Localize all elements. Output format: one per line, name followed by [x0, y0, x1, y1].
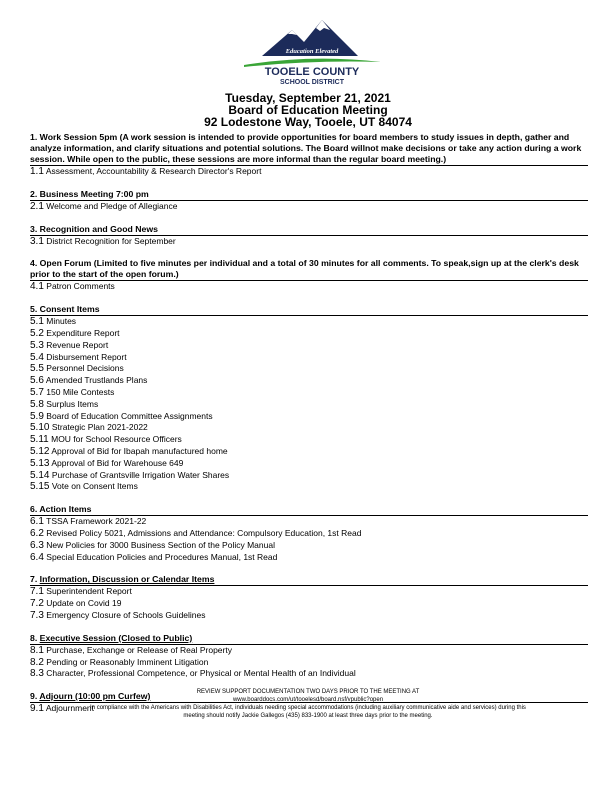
agenda-item-number: 6.2 — [30, 527, 44, 539]
section-number: 2. — [30, 188, 38, 199]
agenda-item — [30, 328, 588, 340]
agenda-section — [30, 258, 588, 293]
section-number: 5. — [30, 304, 38, 315]
agenda-item — [30, 645, 588, 657]
agenda-item — [30, 201, 588, 213]
footer-review-note: REVIEW SUPPORT DOCUMENTATION TWO DAYS PRIOR TO THE MEETING AT — [196, 689, 420, 695]
agenda-item-number: 5.14 — [30, 469, 50, 481]
agenda-item — [30, 363, 588, 375]
agenda-item-text: 150 Mile Contests — [46, 386, 115, 397]
agenda-item-number: 1.1 — [30, 166, 44, 177]
agenda-item-number: 5.11 — [30, 434, 49, 446]
agenda-item-text: Emergency Closure of Schools Guidelines — [46, 609, 206, 620]
section-number: 7. — [30, 574, 38, 585]
section-title: Open Forum (Limited to five minutes per individual and a total of 30 minutes for all comments. To speak,sign up at the clerk's desk prior to the start of the open forum.) — [30, 258, 579, 280]
agenda-item-text: Revised Policy 5021, Admissions and Attendance: Compulsory Education, 1st Read — [46, 527, 362, 538]
logo-tagline: Education Elevated — [285, 48, 339, 55]
agenda-item-text: New Policies for 3000 Business Section of the Policy Manual — [46, 539, 275, 550]
agenda-item-text: Amended Trustlands Plans — [45, 375, 148, 386]
agenda-item-text: MOU for School Resource Officers — [51, 434, 182, 445]
section-heading — [30, 258, 588, 281]
agenda-item — [30, 446, 588, 458]
agenda-item-text: Approval of Bid for Ibapah manufactured home — [51, 445, 228, 456]
agenda-item-number: 5.3 — [30, 339, 44, 351]
footer-ada-notice: In compliance with the Americans with Disabilities Act, individuals needing special accommodations (including auxiliary communicative aide and services) during this — [90, 705, 526, 711]
agenda-item-text: Strategic Plan 2021-2022 — [51, 422, 148, 433]
agenda-sections — [30, 132, 588, 726]
agenda-item-text: Expenditure Report — [46, 327, 120, 338]
agenda-item — [30, 586, 588, 598]
agenda-item — [30, 540, 588, 552]
agenda-item-text: Pending or Reasonably Imminent Litigation — [46, 656, 209, 667]
agenda-item-number: 8.2 — [30, 656, 44, 668]
agenda-item-number: 3.1 — [30, 235, 44, 247]
section-heading — [30, 132, 588, 166]
agenda-item — [30, 281, 588, 293]
section-number: 8. — [30, 632, 38, 643]
agenda-item — [30, 528, 588, 540]
section-title: Action Items — [39, 504, 92, 515]
agenda-item-text: Revenue Report — [46, 339, 109, 350]
agenda-item-number: 5.2 — [30, 327, 44, 339]
agenda-item-text: Personnel Decisions — [46, 363, 124, 374]
agenda-item-number: 7.1 — [30, 586, 44, 598]
meeting-date: Tuesday, September 21, 2021 — [225, 91, 391, 105]
agenda-item-text: Minutes — [46, 316, 77, 327]
section-number: 3. — [30, 223, 38, 234]
agenda-item-text: District Recognition for September — [46, 235, 176, 246]
agenda-item-text: Character, Professional Competence, or Physical or Mental Health of an Individual — [46, 668, 356, 679]
agenda-item — [30, 657, 588, 669]
agenda-item-number: 7.2 — [30, 598, 44, 610]
agenda-item-number: 5.12 — [30, 445, 50, 457]
agenda-item — [30, 387, 588, 399]
agenda-item — [30, 516, 588, 528]
agenda-item-text: Disbursement Report — [46, 351, 127, 362]
section-heading — [30, 224, 588, 236]
agenda-item-number: 5.15 — [30, 481, 50, 493]
agenda-item — [30, 434, 588, 446]
section-heading — [30, 504, 588, 516]
agenda-section — [30, 304, 588, 493]
section-title: Information, Discussion or Calendar Items — [39, 574, 215, 585]
agenda-item — [30, 552, 588, 564]
agenda-item-text: Welcome and Pledge of Allegiance — [46, 200, 178, 211]
section-title: Business Meeting 7:00 pm — [39, 188, 149, 199]
footer-url: www.boarddocs.com/ut/tooelesd/board.nsf/vpublic?open — [232, 697, 384, 703]
section-number: 1. — [30, 132, 38, 142]
agenda-item-text: Purchase of Grantsville Irrigation Water Shares — [51, 469, 230, 480]
agenda-item-text: Board of Education Committee Assignments — [46, 410, 213, 421]
logo-name-line2: SCHOOL DISTRICT — [279, 79, 345, 86]
agenda-item — [30, 316, 588, 328]
agenda-item — [30, 598, 588, 610]
agenda-item-text: Adjournment — [45, 703, 95, 714]
agenda-item-number: 5.4 — [30, 351, 44, 363]
agenda-item-number: 5.1 — [30, 316, 44, 328]
agenda-item-number: 5.10 — [30, 422, 50, 434]
footer-ada-contact: meeting should notify Jackie Gallegos (435) 833-1900 at least three days prior to the meeting. — [183, 713, 433, 719]
agenda-item-text: Purchase, Exchange or Release of Real Property — [46, 644, 232, 655]
agenda-item-number: 8.1 — [30, 644, 44, 656]
agenda-item-text: Assessment, Accountability & Research Director's Report — [45, 166, 262, 176]
logo-name-line1: TOOELE COUNTY — [264, 66, 360, 78]
agenda-item-number: 4.1 — [30, 281, 44, 293]
agenda-item-number: 5.5 — [30, 363, 44, 375]
district-logo — [240, 18, 385, 90]
agenda-item-number: 5.13 — [30, 457, 50, 469]
agenda-item — [30, 668, 588, 680]
agenda-item — [30, 236, 588, 248]
agenda-item — [30, 481, 588, 493]
agenda-item-text: Surplus Items — [46, 398, 99, 409]
section-heading — [30, 189, 588, 201]
agenda-item-number: 6.3 — [30, 539, 44, 551]
section-number: 6. — [30, 504, 38, 515]
agenda-item-number: 7.3 — [30, 609, 44, 621]
section-title: Work Session 5pm (A work session is intended to provide opportunities for board members to study issues in depth, gather and analyze information, and clarify situations and potential solutions. The Board willnot make decisions or take any action during a work session. While open to the public, these sessions are more informal than the regular board meeting.) — [30, 132, 582, 164]
meeting-title: Board of Education Meeting — [228, 103, 388, 117]
agenda-item-text: Update on Covid 19 — [46, 598, 122, 609]
section-title: Adjourn (10:00 pm Curfew) — [39, 691, 151, 702]
agenda-item — [30, 166, 588, 178]
agenda-item — [30, 422, 588, 434]
agenda-item-number: 5.8 — [30, 398, 44, 410]
agenda-item — [30, 458, 588, 470]
agenda-item — [30, 352, 588, 364]
agenda-item — [30, 411, 588, 423]
section-heading — [30, 574, 588, 586]
agenda-item-text: TSSA Framework 2021-22 — [46, 516, 147, 527]
agenda-item-text: Patron Comments — [46, 281, 115, 292]
agenda-item — [30, 610, 588, 622]
agenda-item-number: 9.1 — [30, 703, 44, 715]
agenda-item-text: Superintendent Report — [46, 586, 132, 597]
section-title: Recognition and Good News — [39, 223, 158, 234]
agenda-section — [30, 224, 588, 248]
agenda-item-number: 5.6 — [30, 375, 44, 387]
agenda-item-number: 2.1 — [30, 200, 44, 212]
agenda-item-number: 5.9 — [30, 410, 44, 422]
agenda-section — [30, 633, 588, 680]
agenda-item — [30, 375, 588, 387]
meeting-address: 92 Lodestone Way, Tooele, UT 84074 — [204, 115, 412, 129]
agenda-section — [30, 504, 588, 563]
agenda-item-number: 8.3 — [30, 668, 44, 680]
agenda-item-text: Approval of Bid for Warehouse 649 — [51, 457, 184, 468]
section-number: 9. — [30, 691, 38, 702]
agenda-item-number: 6.4 — [30, 551, 44, 563]
agenda-section — [30, 189, 588, 213]
section-heading — [30, 633, 588, 645]
agenda-item — [30, 399, 588, 411]
agenda-section — [30, 574, 588, 621]
agenda-item-number: 6.1 — [30, 516, 44, 528]
agenda-section — [30, 132, 588, 178]
section-title: Executive Session (Closed to Public) — [39, 632, 193, 643]
agenda-item — [30, 340, 588, 352]
agenda-item-text: Special Education Policies and Procedures Manual, 1st Read — [46, 551, 278, 562]
agenda-item-number: 5.7 — [30, 386, 44, 398]
agenda-item-text: Vote on Consent Items — [51, 481, 138, 492]
agenda-item — [30, 470, 588, 482]
section-title: Consent Items — [39, 304, 100, 315]
section-number: 4. — [30, 258, 38, 269]
section-heading — [30, 304, 588, 316]
